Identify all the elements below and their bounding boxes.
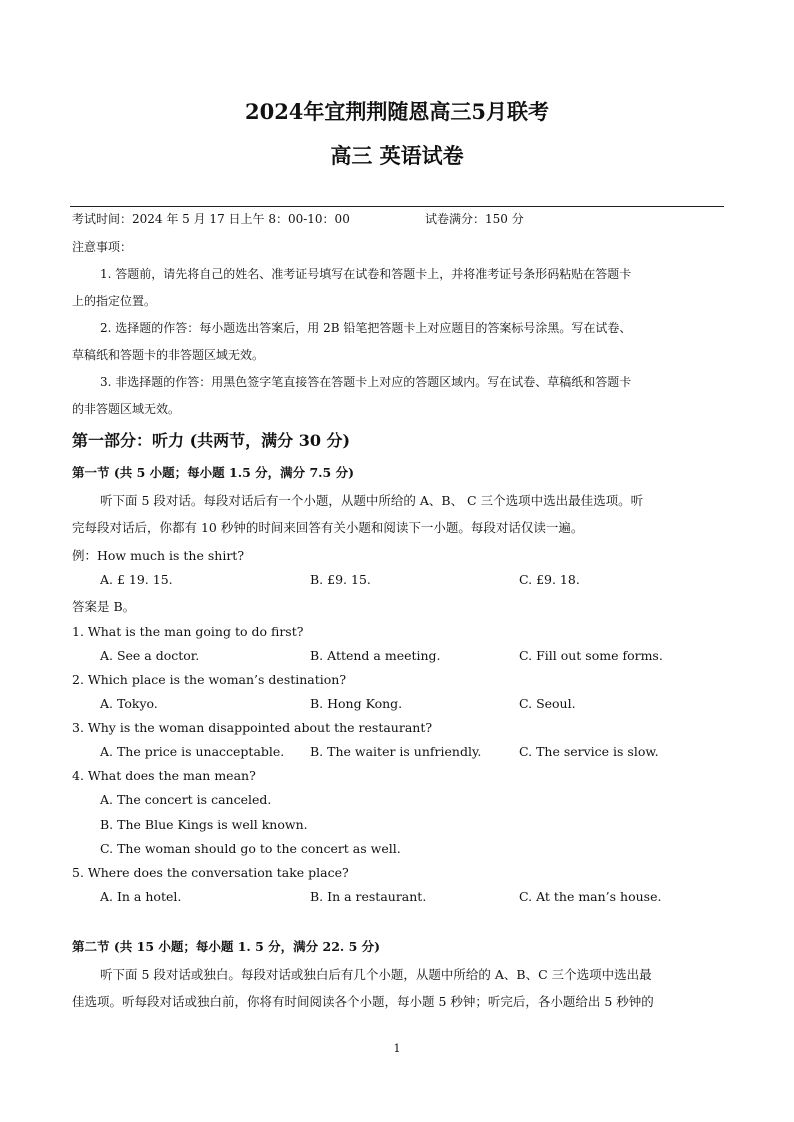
part-1-heading: 第一部分：听力 (共两节，满分 30 分) bbox=[72, 431, 351, 450]
question-2-option-b: B. Hong Kong. bbox=[310, 696, 403, 711]
question-1-option-c: C. Fill out some forms. bbox=[519, 648, 663, 663]
exam-time: 考试时间：2024 年 5 月 17 日上午 8：00-10：00 bbox=[72, 212, 350, 226]
question-2: 2. Which place is the woman’s destination? bbox=[72, 672, 347, 687]
section-2-intro-line-2: 佳选项。听每段对话或独白前，你将有时间阅读各个小题，每小题 5 秒钟；听完后，各小题给出 5 秒钟的 bbox=[72, 994, 654, 1009]
notice-heading: 注意事项： bbox=[72, 240, 133, 254]
section-2-heading: 第二节 (共 15 小题；每小题 1. 5 分，满分 22. 5 分) bbox=[72, 939, 381, 954]
example-option-b: B. £9. 15. bbox=[310, 572, 371, 587]
section-1-intro-line-2: 完每段对话后，你都有 10 秒钟的时间来回答有关小题和阅读下一小题。每段对话仅读一遍。 bbox=[72, 520, 584, 535]
question-1-option-a: A. See a doctor. bbox=[100, 648, 200, 663]
question-2-option-c: C. Seoul. bbox=[519, 696, 576, 711]
exam-subtitle: 高三 英语试卷 bbox=[330, 143, 464, 168]
section-1-heading: 第一节 (共 5 小题；每小题 1.5 分，满分 7.5 分) bbox=[72, 465, 354, 480]
exam-full-score: 试卷满分：150 分 bbox=[425, 212, 524, 226]
question-5-option-a: A. In a hotel. bbox=[100, 889, 182, 904]
example-option-a: A. £ 19. 15. bbox=[100, 572, 173, 587]
question-3-option-a: A. The price is unacceptable. bbox=[100, 744, 285, 759]
example-option-c: C. £9. 18. bbox=[519, 572, 580, 587]
example-question: 例：How much is the shirt? bbox=[72, 548, 245, 563]
question-1-option-b: B. Attend a meeting. bbox=[310, 648, 441, 663]
page-number: 1 bbox=[393, 1042, 401, 1055]
question-5: 5. Where does the conversation take place? bbox=[72, 865, 349, 880]
question-4: 4. What does the man mean? bbox=[72, 768, 256, 783]
example-answer: 答案是 B。 bbox=[72, 599, 136, 614]
notice-item-2-line-2: 草稿纸和答题卡的非答题区域无效。 bbox=[72, 348, 265, 362]
question-4-option-a: A. The concert is canceled. bbox=[100, 792, 272, 807]
section-1-intro-line-1: 听下面 5 段对话。每段对话后有一个小题，从题中所给的 A、B、 C 三个选项中选出最佳选项。听 bbox=[100, 493, 644, 508]
question-2-option-a: A. Tokyo. bbox=[100, 696, 158, 711]
question-4-option-c: C. The woman should go to the concert as well. bbox=[100, 841, 401, 856]
notice-item-3-line-1: 3. 非选择题的作答：用黑色签字笔直接答在答题卡上对应的答题区域内。写在试卷、草稿纸和答题卡 bbox=[100, 375, 632, 389]
exam-title: 2024年宜荆荆随恩高三5月联考 bbox=[244, 99, 550, 124]
question-4-option-b: B. The Blue Kings is well known. bbox=[100, 817, 308, 832]
notice-item-3-line-2: 的非答题区域无效。 bbox=[72, 402, 181, 416]
notice-item-1-line-1: 1. 答题前，请先将自己的姓名、准考证号填写在试卷和答题卡上，并将准考证号条形码粘贴在答题卡 bbox=[100, 267, 632, 281]
question-3-option-c: C. The service is slow. bbox=[519, 744, 659, 759]
notice-item-1-line-2: 上的指定位置。 bbox=[72, 294, 157, 308]
question-1: 1. What is the man going to do first? bbox=[72, 624, 304, 639]
question-3-option-b: B. The waiter is unfriendly. bbox=[310, 744, 482, 759]
header-divider bbox=[70, 206, 724, 207]
notice-item-2-line-1: 2. 选择题的作答：每小题选出答案后，用 2B 铅笔把答题卡上对应题目的答案标号涂黑。写在试卷、 bbox=[100, 321, 632, 335]
question-5-option-c: C. At the man’s house. bbox=[519, 889, 662, 904]
question-3: 3. Why is the woman disappointed about the restaurant? bbox=[72, 720, 433, 735]
section-2-intro-line-1: 听下面 5 段对话或独白。每段对话或独白后有几个小题，从题中所给的 A、B、C 三个选项中选出最 bbox=[100, 967, 652, 982]
question-5-option-b: B. In a restaurant. bbox=[310, 889, 427, 904]
